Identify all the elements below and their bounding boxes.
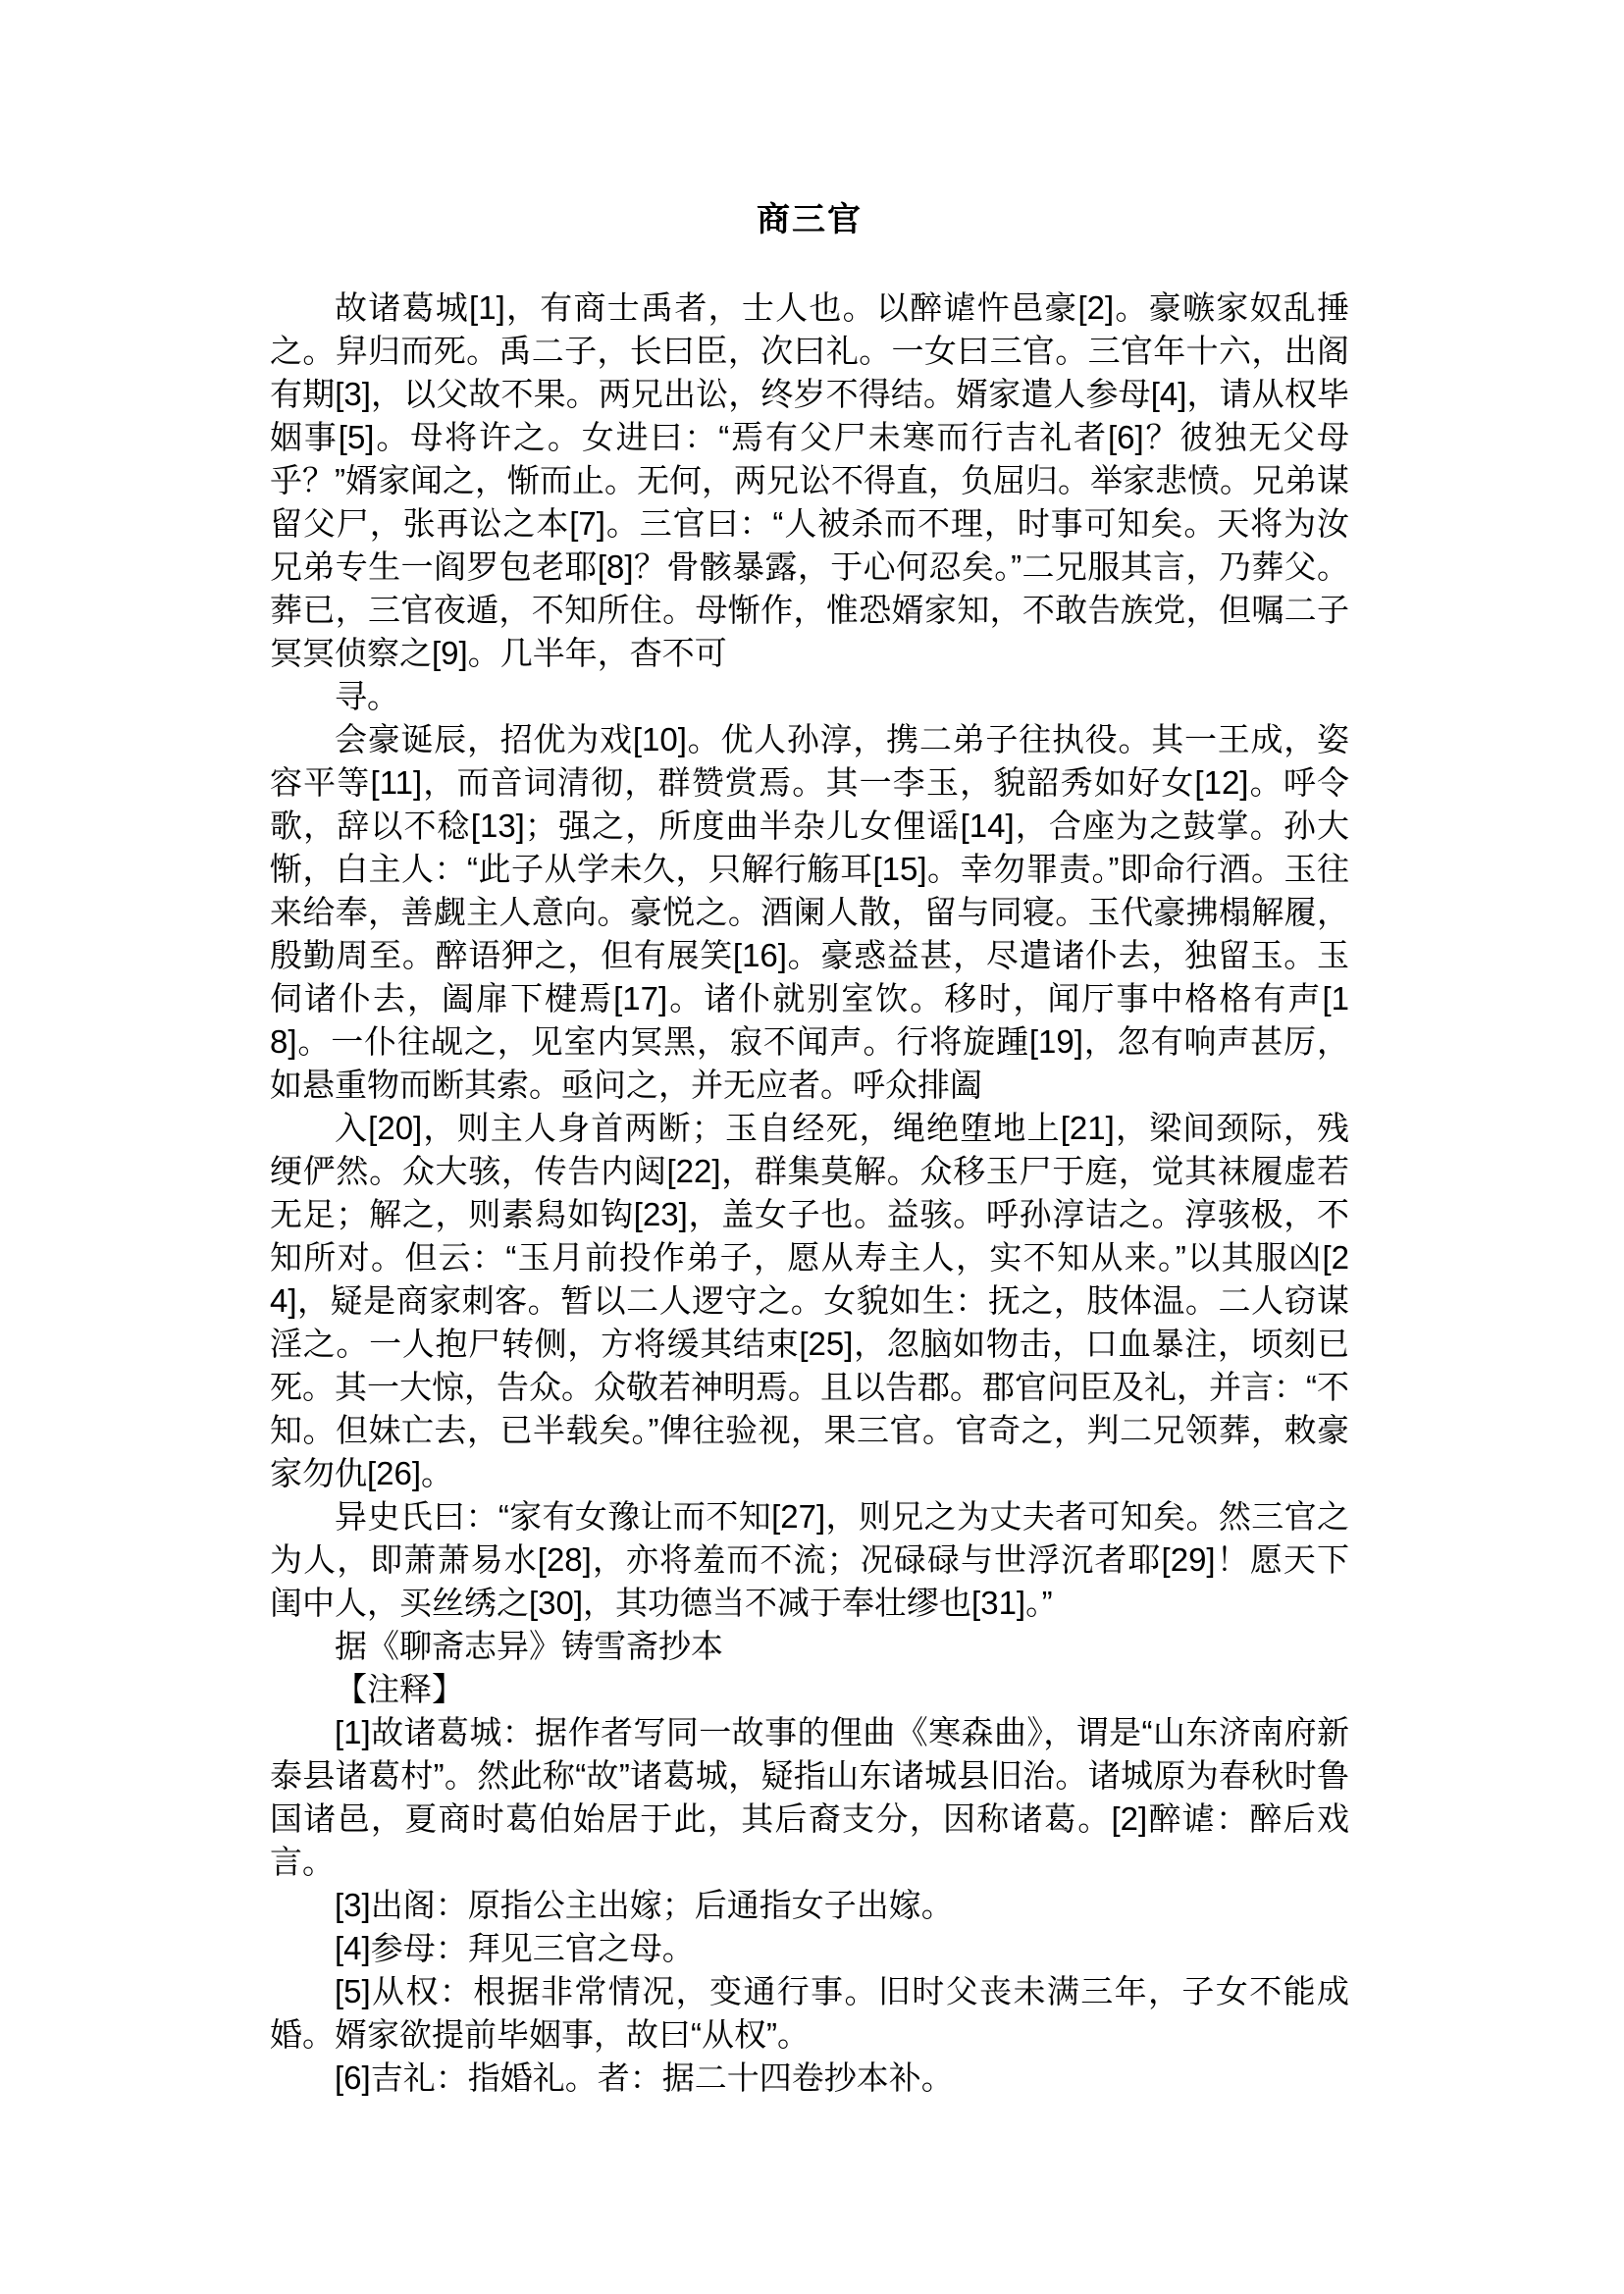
story-paragraph: 入[20]，则主人身首两断；玉自经死，绳绝堕地上[21]，梁间颈际，残绠俨然。众大骇，传告内闼[22]，群集莫解。众移玉尸于庭，觉其袜履虚若无足；解之，则素舄如钩[23]，盖女子也。益骇。呼孙淳诘之。淳骇极，不知所对。但云：“玉月前投作弟子，愿从寿主人，实不知从来。”以其服凶[24]，疑是商家刺客。暂以二人逻守之。女貌如生：抚之，肢体温。二人窃谋淫之。一人抱尸转侧，方将缓其结束[25]，忽脑如物击，口血暴注，顷刻已死。其一大惊，告众。众敬若神明焉。且以告郡。郡官问臣及礼，并言：“不知。但妹亡去，已半载矣。”俾往验视，果三官。官奇之，判二兄领葬，敕豪家勿仇[26]。 (270, 1110, 1349, 1491)
story-paragraph: 寻。 (335, 678, 399, 714)
story-paragraph: 故诸葛城[1]，有商士禹者，士人也。以醉谑忤邑豪[2]。豪嗾家奴乱捶之。舁归而死。禹二子，长曰臣，次曰礼。一女曰三官。三官年十六，出阁有期[3]，以父故不果。两兄出讼，终岁不得结。婿家遣人参母[4]，请从权毕姻事[5]。母将许之。女进曰：“焉有父尸未寒而行吉礼者[6]？彼独无父母乎？”婿家闻之，惭而止。无何，两兄讼不得直，负屈归。举家悲愤。兄弟谋留父尸，张再讼之本[7]。三官曰：“人被杀而不理，时事可知矣。天将为汝兄弟专生一阎罗包老耶[8]？骨骸暴露，于心何忍矣。”二兄服其言，乃葬父。葬已，三官夜遁，不知所住。母惭作，惟恐婿家知，不敢告族党，但嘱二子冥冥侦察之[9]。几半年，杳不可 (270, 289, 1349, 671)
note-paragraph: [6]吉礼：指婚礼。者：据二十四卷抄本补。 (335, 2059, 954, 2096)
note-paragraph: [5]从权：根据非常情况，变通行事。旧时父丧未满三年，子女不能成婚。婿家欲提前毕姻事，故曰“从权”。 (270, 1973, 1349, 2053)
notes-body (270, 1711, 1349, 2100)
story-paragraph: 会豪诞辰，招优为戏[10]。优人孙淳，携二弟子往执役。其一王成，姿容平等[11]，而音词清彻，群赞赏焉。其一李玉，貌韶秀如好女[12]。呼令歌，辞以不稔[13]；强之，所度曲半杂儿女俚谣[14]，合座为之鼓掌。孙大惭，白主人：“此子从学未久，只解行觞耳[15]。幸勿罪责。”即命行酒。玉往来给奉，善觑主人意向。豪悦之。酒阑人散，留与同寝。玉代豪拂榻解履，殷勤周至。醉语狎之，但有展笑[16]。豪惑益甚，尽遣诸仆去，独留玉。玉伺诸仆去，阖扉下楗焉[17]。诸仆就别室饮。移时，闻厅事中格格有声[18]。一仆往觇之，见室内冥黑，寂不闻声。行将旋踵[19]，忽有响声甚厉，如悬重物而断其索。亟问之，并无应者。呼众排阖 (270, 721, 1349, 1103)
story-paragraph: 异史氏曰：“家有女豫让而不知[27]，则兄之为丈夫者可知矣。然三官之为人，即萧萧易水[28]，亦将羞而不流；况碌碌与世浮沉者耶[29]！愿天下闺中人，买丝绣之[30]，其功德当不减于奉壮缪也[31]。” (270, 1498, 1349, 1621)
note-paragraph: [4]参母：拜见三官之母。 (335, 1930, 695, 1966)
story-body (270, 287, 1349, 1625)
document-page (270, 0, 1349, 2100)
notes-header: 【注释】 (335, 1671, 464, 1707)
note-paragraph: [1]故诸葛城：据作者写同一故事的俚曲《寒森曲》，谓是“山东济南府新泰县诸葛村”。然此称“故”诸葛城，疑指山东诸城县旧治。诸城原为春秋时鲁国诸邑，夏商时葛伯始居于此，其后裔支分，因称诸葛。[2]醉谑：醉后戏言。 (270, 1714, 1349, 1880)
page-title: 商三官 (757, 201, 863, 238)
source-attribution: 据《聊斋志异》铸雪斋抄本 (335, 1628, 723, 1664)
note-paragraph: [3]出阁：原指公主出嫁；后通指女子出嫁。 (335, 1887, 954, 1923)
